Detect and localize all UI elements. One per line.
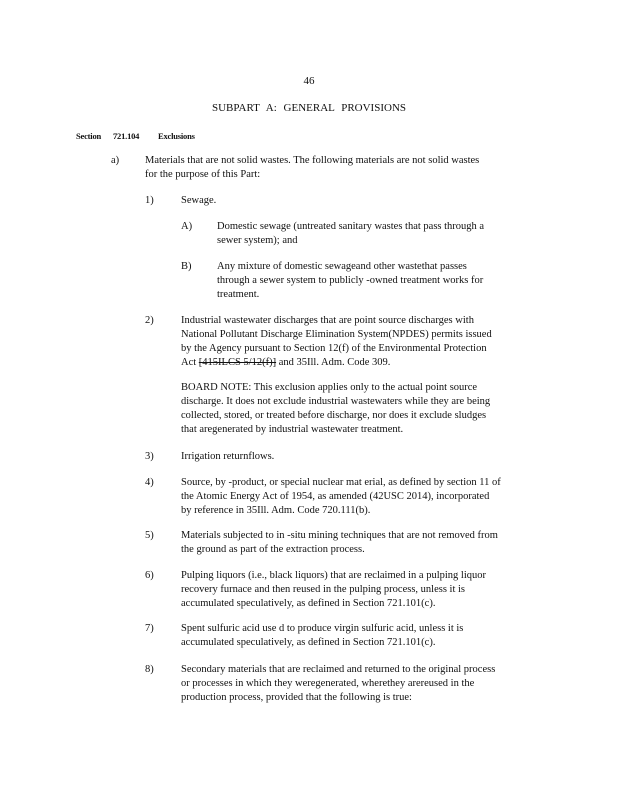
paragraph-4 xyxy=(181,476,501,518)
text-line xyxy=(181,356,492,370)
text-line: collected, stored, or treated before discharge, nor does it exclude sludges xyxy=(181,410,487,421)
text-line: Sewage. xyxy=(181,195,217,206)
text-line: the ground as part of the extraction process. xyxy=(181,544,365,555)
text-line: or processes in which they weregenerated, wherethey arereused in the xyxy=(181,678,475,689)
item-label-3: 3) xyxy=(145,451,154,462)
subpart-heading: SUBPART A: GENERAL PROVISIONS xyxy=(212,102,406,114)
text-line: that aregenerated by industrial wastewater treatment. xyxy=(181,424,404,435)
item-label-4: 4) xyxy=(145,477,154,488)
text-line: BOARD NOTE: This exclusion applies only to the actual point source xyxy=(181,382,478,393)
paragraph-1b xyxy=(217,260,483,302)
text-line: recovery furnace and then reused in the pulping process, unless it is xyxy=(181,584,465,595)
item-label-5: 5) xyxy=(145,530,154,541)
paragraph-5 xyxy=(181,529,498,557)
text-line: treatment. xyxy=(217,289,260,300)
item-label-a: a) xyxy=(111,155,120,166)
item-label-1b: B) xyxy=(181,261,192,272)
text-line: production process, provided that the following is true: xyxy=(181,692,412,703)
paragraph-7 xyxy=(181,622,463,650)
text-line: Source, by -product, or special nuclear mat erial, as defined by section 11 of xyxy=(181,477,501,488)
text-line: discharge. It does not exclude industrial wastewaters while they are being xyxy=(181,396,491,407)
paragraph-a xyxy=(145,154,479,182)
text-line: accumulated speculatively, as defined in Section 721.101(c). xyxy=(181,637,436,648)
text-line: Pulping liquors (i.e., black liquors) that are reclaimed in a pulping liquor xyxy=(181,570,487,581)
item-label-7: 7) xyxy=(145,623,154,634)
section-title: Exclusions xyxy=(158,131,195,141)
section-number: 721.104 xyxy=(113,131,140,141)
text-line: Secondary materials that are reclaimed and returned to the original process xyxy=(181,664,496,675)
text-fragment: Act xyxy=(181,357,199,368)
struck-citation: [415ILCS 5/12(f)] xyxy=(198,357,277,368)
item-label-2: 2) xyxy=(145,315,154,326)
board-note xyxy=(181,381,490,437)
paragraph-8 xyxy=(181,663,495,705)
text-line: accumulated speculatively, as defined in Section 721.101(c). xyxy=(181,598,436,609)
section-label: Section xyxy=(76,131,102,141)
text-line: by the Agency pursuant to Section 12(f) of the Environmental Protection xyxy=(181,343,487,354)
paragraph-6 xyxy=(181,569,486,611)
text-line: by reference in 35Ill. Adm. Code 720.111(b). xyxy=(181,505,371,516)
text-line: Materials subjected to in -situ mining techniques that are not removed from xyxy=(181,530,498,541)
text-line: National Pollutant Discharge Elimination System(NPDES) permits issued xyxy=(181,329,492,340)
paragraph-1a xyxy=(217,220,484,248)
paragraph-3 xyxy=(181,450,274,464)
text-line: Industrial wastewater discharges that are point source discharges with xyxy=(181,315,474,326)
paragraph-1 xyxy=(181,194,216,208)
text-line: the Atomic Energy Act of 1954, as amended (42USC 2014), incorporated xyxy=(181,491,490,502)
text-fragment: and 35Ill. Adm. Code 309. xyxy=(276,357,391,368)
text-line: Any mixture of domestic sewageand other wastethat passes xyxy=(217,261,467,272)
text-line: Spent sulfuric acid use d to produce virgin sulfuric acid, unless it is xyxy=(181,623,464,634)
text-line: Domestic sewage (untreated sanitary wastes that pass through a xyxy=(217,221,485,232)
text-line: for the purpose of this Part: xyxy=(145,169,261,180)
page-number: 46 xyxy=(303,75,315,87)
item-label-8: 8) xyxy=(145,664,154,675)
text-line: sewer system); and xyxy=(217,235,298,246)
text-line: Irrigation returnflows. xyxy=(181,451,275,462)
item-label-6: 6) xyxy=(145,570,154,581)
item-label-1: 1) xyxy=(145,195,154,206)
paragraph-2 xyxy=(181,314,492,370)
item-label-1a: A) xyxy=(181,221,193,232)
text-line: through a sewer system to publicly -owned treatment works for xyxy=(217,275,484,286)
text-line: Materials that are not solid wastes. The following materials are not solid wastes xyxy=(145,155,480,166)
